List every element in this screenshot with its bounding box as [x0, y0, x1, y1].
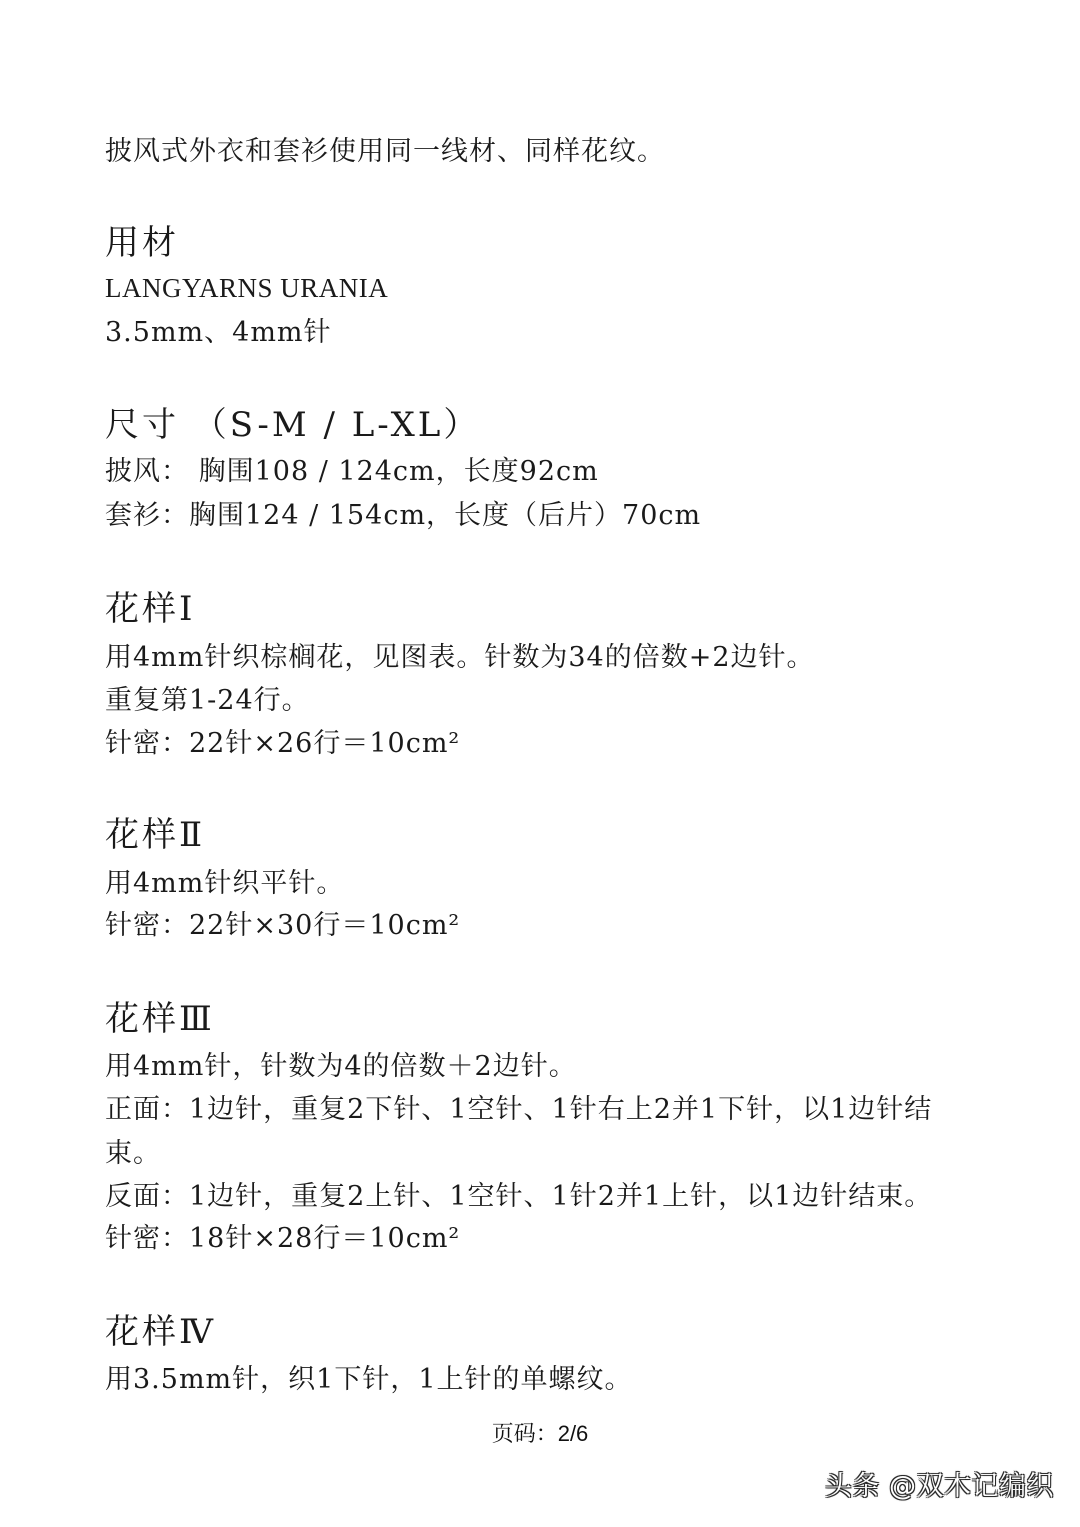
- pattern-1-heading: 花样Ⅰ: [105, 589, 196, 629]
- pattern-4-heading: 花样Ⅳ: [105, 1312, 216, 1352]
- sizes-heading: 尺寸 （S-M / L-XL）: [105, 405, 481, 445]
- pattern-3-gauge: 针密：18针×28行＝10cm²: [105, 1223, 461, 1254]
- pattern-1-line-2: 重复第1-24行。: [105, 685, 310, 716]
- pattern-1-gauge: 针密：22针×26行＝10cm²: [105, 728, 461, 759]
- pattern-3-heading: 花样Ⅲ: [105, 999, 215, 1039]
- pattern-3-right-side-cont: 束。: [105, 1138, 161, 1169]
- materials-yarn: LANGYARNS URANIA: [105, 273, 389, 303]
- intro-text: 披风式外衣和套衫使用同一线材、同样花纹。: [105, 136, 665, 167]
- pattern-2-heading: 花样Ⅱ: [105, 815, 206, 855]
- pattern-2-line-1: 用4mm针织平针。: [105, 868, 345, 899]
- pattern-4-line-1: 用3.5mm针，织1下针，1上针的单螺纹。: [105, 1364, 633, 1395]
- pattern-3-right-side: 正面：1边针，重复2下针、1空针、1针右上2并1下针，以1边针结: [105, 1094, 933, 1125]
- materials-heading: 用材: [105, 223, 179, 263]
- pattern-1-line-1: 用4mm针织棕榈花，见图表。针数为34的倍数+2边针。: [105, 642, 815, 673]
- page-number: 页码：2/6: [491, 1421, 589, 1446]
- materials-needles: 3.5mm、4mm针: [105, 317, 332, 348]
- pattern-2-gauge: 针密：22针×30行＝10cm²: [105, 910, 461, 941]
- pattern-3-line-1: 用4mm针，针数为4的倍数＋2边针。: [105, 1051, 577, 1082]
- sizes-cape: 披风： 胸围108 / 124cm，长度92cm: [105, 456, 599, 487]
- sizes-pullover: 套衫：胸围124 / 154cm，长度（后片）70cm: [105, 500, 702, 531]
- pattern-3-wrong-side: 反面：1边针，重复2上针、1空针、1针2并1上针，以1边针结束。: [105, 1181, 933, 1212]
- watermark-text: 头条 @双木记编织: [824, 1471, 1054, 1502]
